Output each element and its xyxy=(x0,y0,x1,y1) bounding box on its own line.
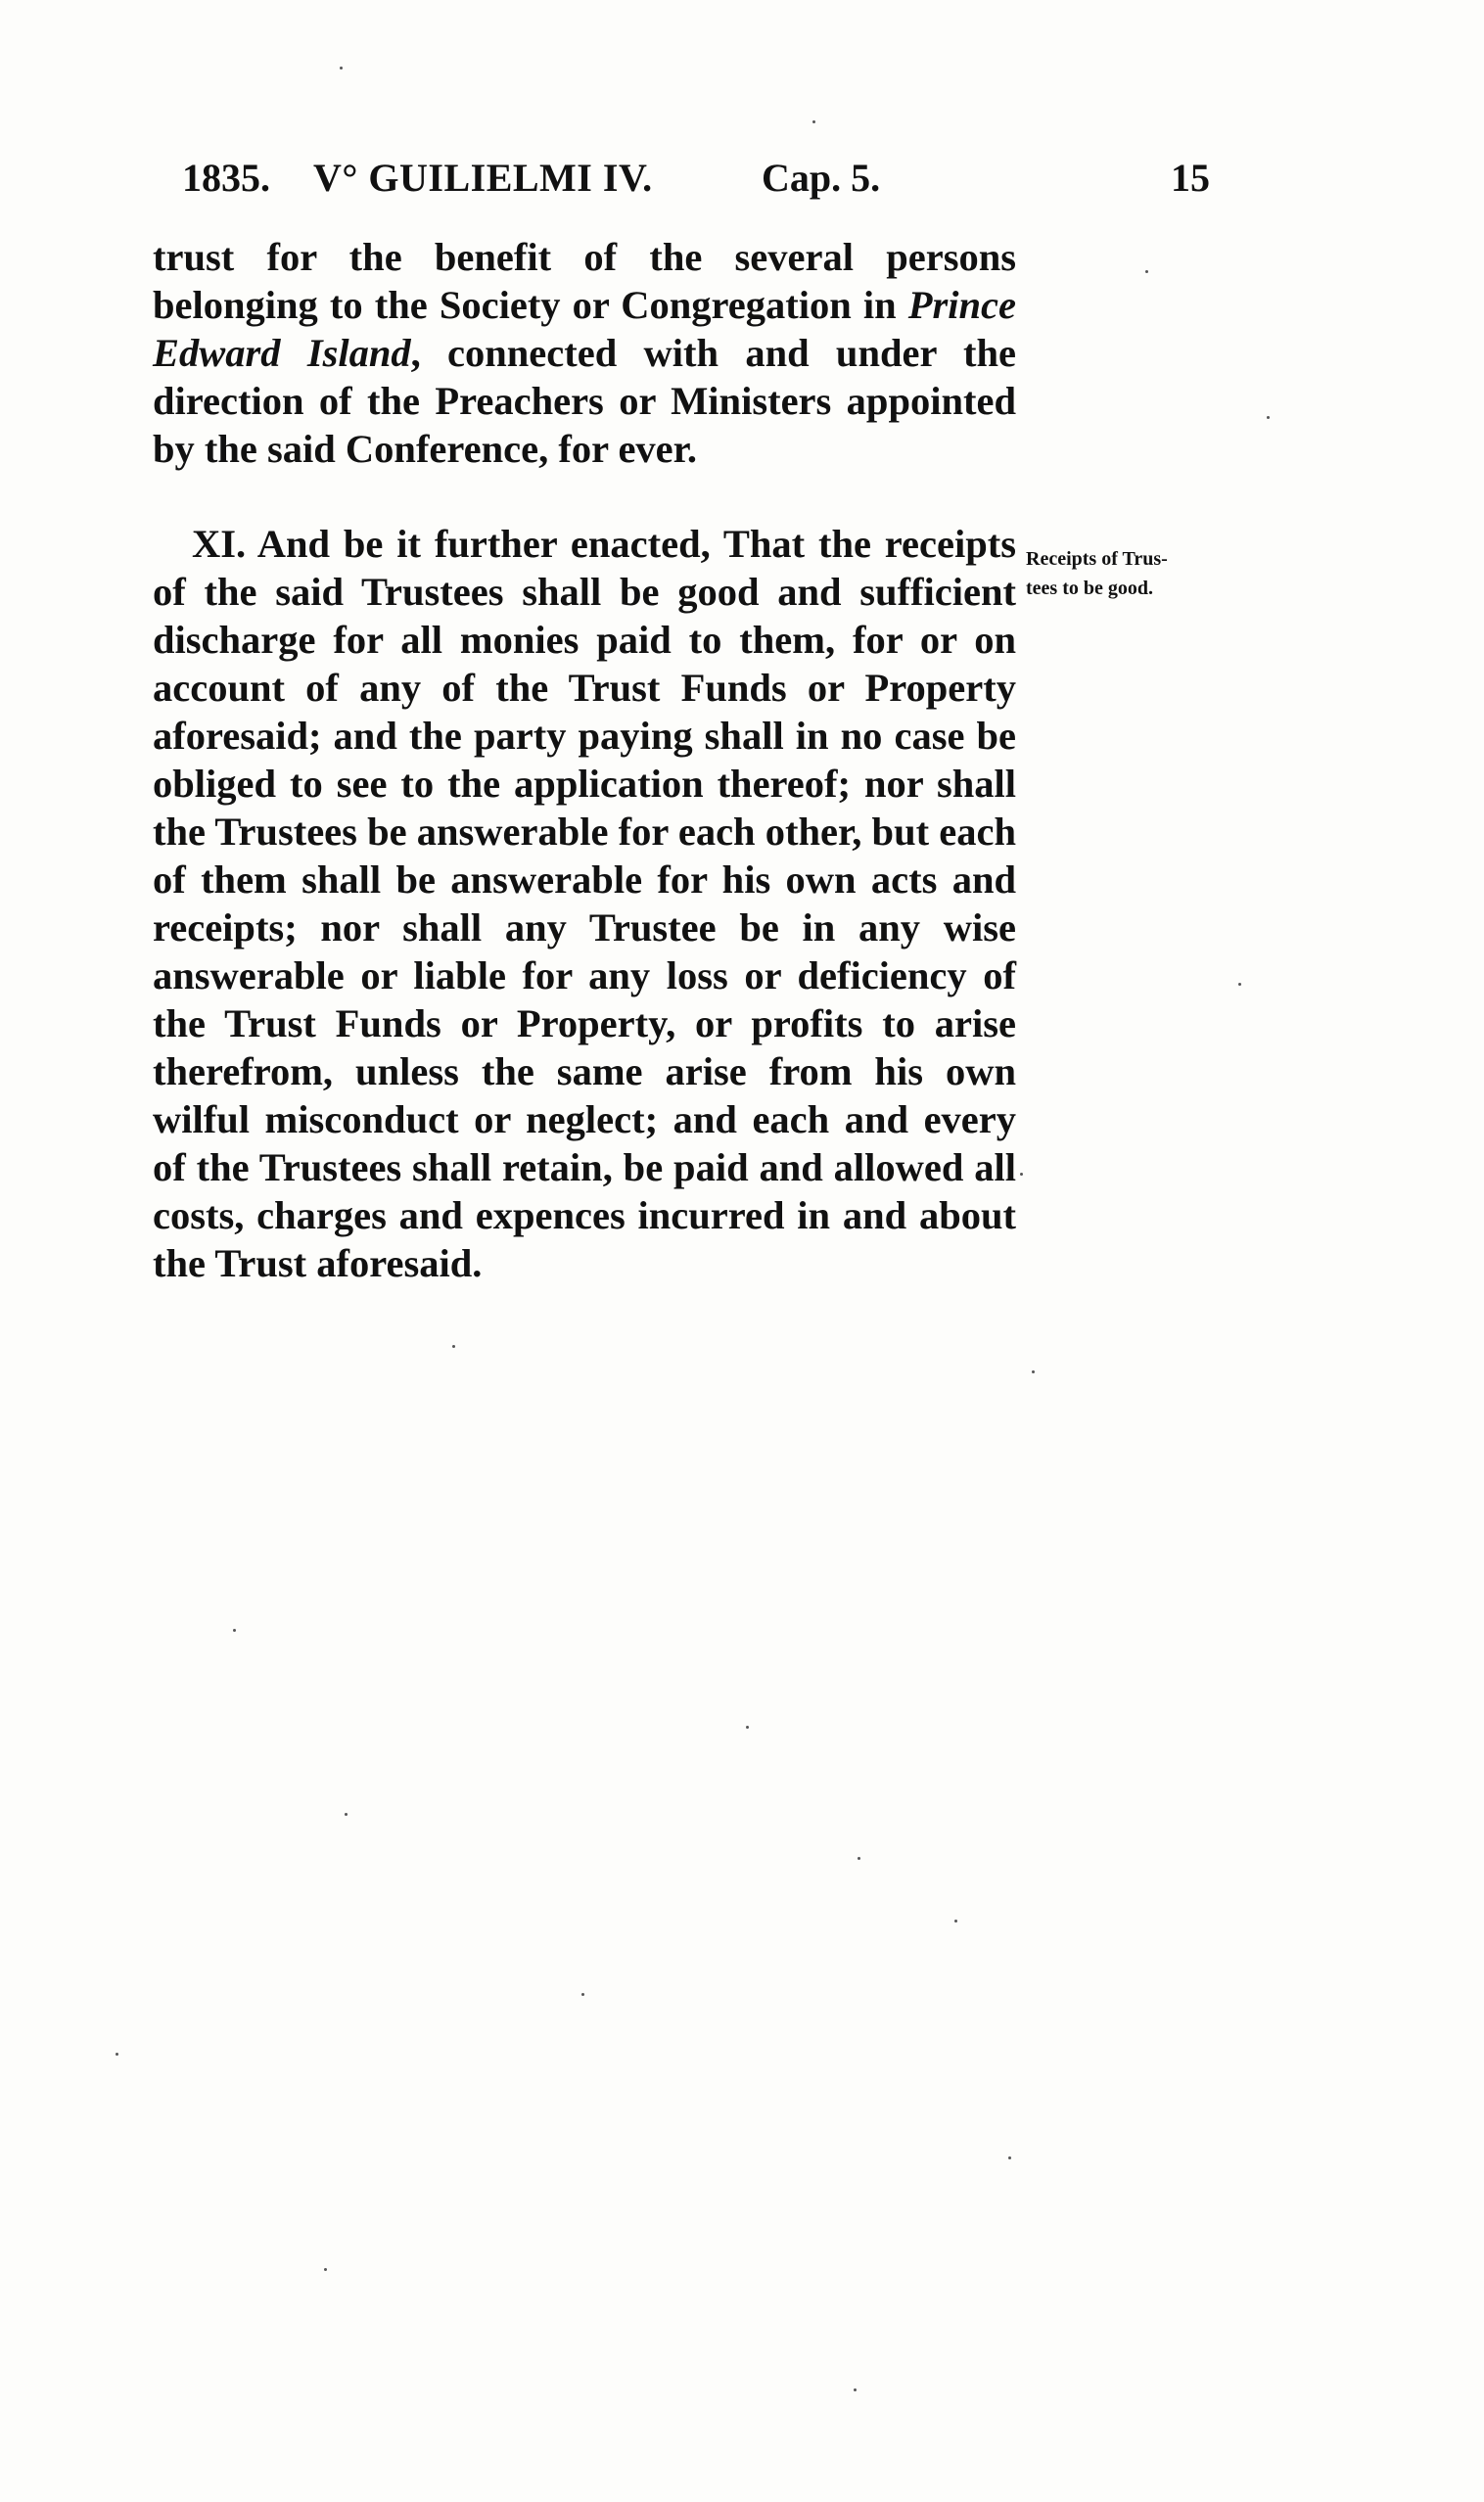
section-text: And be it further enacted, That the receipts of the said Trustees shall be good and sufficient discharge for all monies paid to them, for or on account of any of the Trust Funds or Property aforesaid; and the party paying shall in no case be obliged to see to the application thereof; nor shall the Trustees be answerable for each other, but each of them shall be answerable for his own acts and receipts; nor shall any Trustee be in any wise answerable or liable for any loss or deficiency of the Trust Funds or Property, or profits to arise therefrom, unless the same arise from his own wilful misconduct or neglect; and each and every of the Trustees shall retain, be paid and allowed all costs, charges and expences incurred in and about the Trust aforesaid. xyxy=(153,522,1017,1285)
scan-speck xyxy=(1008,2156,1011,2159)
paragraph-text: trust for the benefit of the several persons belonging to the Society or Congregation in xyxy=(153,235,1016,327)
scan-speck xyxy=(746,1726,749,1729)
scan-speck xyxy=(581,1993,584,1996)
paragraph-text: , connected with and under the direction of the Preachers or Ministers appointed by the said Conference, for ever. xyxy=(153,331,1016,471)
scan-speck xyxy=(340,67,343,70)
header-chapter: Cap. 5. xyxy=(762,156,881,200)
header-year: 1835. xyxy=(182,156,270,200)
scan-speck xyxy=(854,2388,857,2391)
paragraph-continuation xyxy=(153,233,1016,473)
marginal-note-line: Receipts of Trus- xyxy=(1026,548,1168,570)
scan-speck xyxy=(1267,416,1270,419)
scan-speck xyxy=(1238,983,1241,986)
section-xi-paragraph xyxy=(153,520,1016,1287)
scan-speck xyxy=(954,1920,957,1923)
scan-speck xyxy=(1145,270,1148,273)
scan-speck xyxy=(858,1857,860,1860)
scan-speck xyxy=(233,1629,236,1632)
scan-speck xyxy=(324,2268,327,2271)
scan-speck xyxy=(1032,1370,1035,1373)
running-header xyxy=(182,155,1210,213)
marginal-note xyxy=(1026,544,1222,603)
scan-speck xyxy=(1020,1173,1023,1176)
page-number: 15 xyxy=(1171,156,1210,200)
section-number: XI. xyxy=(192,522,247,566)
scan-speck xyxy=(345,1813,348,1816)
scan-speck xyxy=(452,1345,455,1348)
scan-speck xyxy=(812,120,815,123)
place-name-italic: Prince Edward Island xyxy=(153,283,1016,375)
marginal-note-line: tees to be good. xyxy=(1026,578,1153,599)
header-reign: V° GUILIELMI IV. xyxy=(313,156,653,200)
scan-speck xyxy=(116,2053,118,2056)
